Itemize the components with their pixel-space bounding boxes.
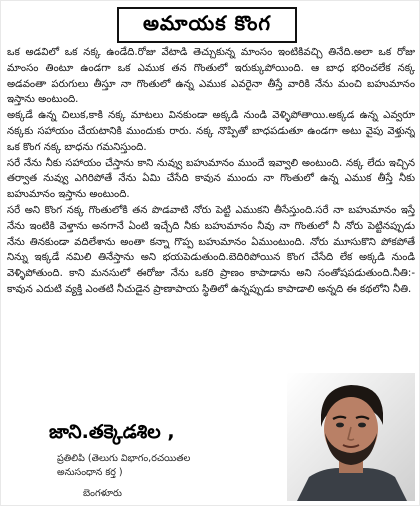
story-paragraph: అక్కడే ఉన్న చిలుక,కాకి నక్క మాటలు వినకుండా అక్కడి నుండి వెళ్ళిపోతాయి.అక్కడ ఉన్న ఎవ్వరూ నక్కకు సహాయం చేయటానికి ముందుకు రారు. నక్క నొప్పితో బాధపడుతూ ఉండగా అటు వైపు వెళ్తున్న ఒక కొంగ నక్క బాధను గమనిస్తుంది. [7,110,415,153]
story-paragraph: సరే అని కొంగ నక్క గొంతులోకి తన పొడవాటి నోరు పెట్టి ఎముకని తీసేస్తుంది.సరే నా బహుమానం ఇస్తే నేను ఇంటికి వెళ్తాను అనగానే ఏంటి ఇచ్చేది నీకు బహుమానం నీవు నా గొంతులో నీ నోరు పెట్టినప్పుడు నేను తినకుండా వదిలేశాను అంతా కన్నా గొప్ప బహుమానం ఏముంటుంది. నోరు మూసుకొని పోకపోతే నిన్ను ఇక్కడే నమిలి తినేస్తాను అని భయపెడుతుంది.బెదిరిపోయిన కొంగ చేసేది లేక అక్కడి నుండి వెళ్ళిపోతుంది. కాని మనసులో ఈరోజు నేను ఒకరి ప్రాణం కాపాడాను అని సంతోషపడుతుంది.నీతి:- కావున ఎదుటి వ్యక్తి ఎంతటి నీచుడైన ప్రాణాపాయ స్థితిలో ఉన్నప్పుడు కాపాడాలి అన్నది ఈ కథలోని నీతి. [7,204,415,295]
author-photo [287,373,415,501]
author-name: జాని.తక్కెడశిల , [49,421,175,443]
story-title: అమాయక కొంగ [142,10,272,35]
title-box [117,7,297,43]
author-portrait-icon [287,373,415,501]
author-city: బెంగళూరు [83,488,122,499]
author-role: ప్రతిలిపి (తెలుగు విభాగం,రచయితల అనుసంధాన కర్త ) [57,453,191,478]
story-paragraph: సరే నేను నీకు సహాయం చేస్తాను కాని నువ్వు బహుమానం ముందే ఇవ్వాలి అంటుంది. నక్క లేదు ఇచ్చిన తర్వాత నువ్వు ఎగిరిపోతే నేను ఏమి చేసేది కావున ముందు నా గొంతులో ఉన్న ఎముక తీస్తే నీకు బహుమానం ఇస్తాను అంటుంది. [7,157,415,201]
story-body [7,45,415,415]
story-paragraph: ఒక అడవిలో ఒక నక్క ఉండేది.రోజు వేటాడి తెచ్చుకున్న మాంసం ఇంటికివచ్చి తినేది.అలా ఒక రోజు మాంసం తింటూ ఉండగా ఒక ఎముక తన గొంతులో ఇరుక్కుపోయింది. ఆ బాధ భరించలేక నక్క అడవంతా పరుగులు తీస్తూ నా గొంతులో ఉన్న ఎముక ఎవరైనా తీస్తే వారికి నేను మంచి బహుమానం ఇస్తాను అంటుంది. [7,47,415,106]
